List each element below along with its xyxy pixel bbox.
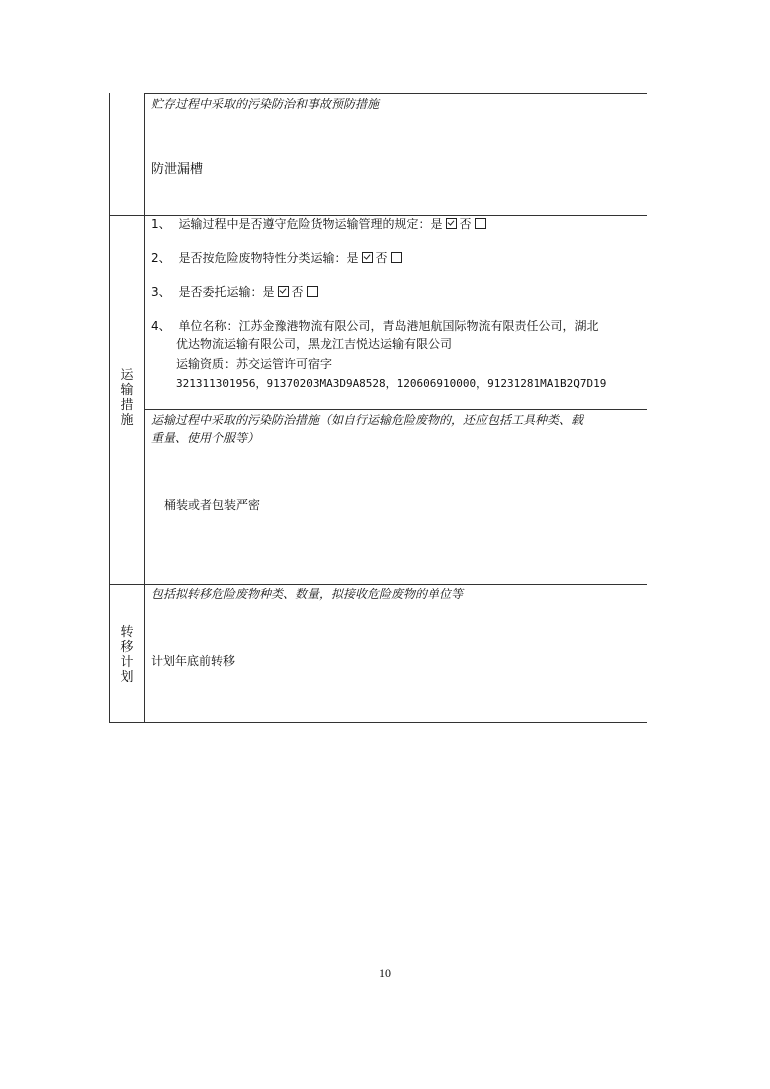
table-top-border — [144, 93, 647, 94]
yes-checkbox[interactable] — [362, 252, 373, 263]
waste-management-table — [109, 93, 647, 723]
no-label: 否 — [291, 285, 304, 299]
label-char: 措 — [120, 398, 134, 413]
transfer-heading: 包括拟转移危险废物种类、数量，拟接收危险废物的单位等 — [151, 587, 464, 601]
transport-qualification: 运输资质：苏交运管许可宿字 — [176, 357, 333, 371]
transport-row-label — [110, 353, 144, 443]
yes-label: 是 — [262, 285, 275, 299]
carrier-names-line2: 优达物流运输有限公司，黑龙江吉悦达运输有限公司 — [176, 337, 453, 351]
transport-question-3 — [151, 284, 321, 300]
yes-checkbox[interactable] — [278, 286, 289, 297]
transport-question-1 — [151, 216, 489, 232]
label-char: 计 — [120, 655, 134, 670]
transport-measure: 桶装或者包装严密 — [164, 498, 261, 512]
storage-heading: 贮存过程中采取的污染防治和事故预防措施 — [151, 97, 380, 111]
transport-question-2 — [151, 250, 405, 266]
yes-label: 是 — [346, 251, 359, 265]
no-checkbox[interactable] — [391, 252, 402, 263]
question-text: 是否按危险废物特性分类运输： — [178, 251, 347, 265]
row-divider-transport — [110, 584, 647, 585]
label-char: 移 — [120, 640, 134, 655]
storage-measure: 防泄漏槽 — [151, 162, 204, 177]
transfer-row-label — [110, 625, 144, 685]
label-char: 输 — [120, 383, 134, 398]
question-text: 是否委托运输： — [178, 285, 263, 299]
carrier-names-line1: 单位名称：江苏金豫港物流有限公司，青岛港旭航国际物流有限责任公司，湖北 — [178, 319, 599, 333]
label-column-divider — [144, 93, 145, 722]
question-text: 运输过程中是否遵守危险货物运输管理的规定： — [178, 217, 431, 231]
yes-label: 是 — [430, 217, 443, 231]
label-char: 运 — [120, 368, 134, 383]
label-char: 转 — [120, 625, 134, 640]
transfer-plan: 计划年底前转移 — [151, 654, 236, 668]
transport-measures-heading-line2: 重量、使用个服等） — [151, 431, 260, 445]
no-label: 否 — [375, 251, 388, 265]
question-number: 4、 — [151, 319, 171, 333]
label-char: 施 — [120, 413, 134, 428]
transport-measures-heading-line1: 运输过程中采取的污染防治措施（如自行运输危险废物的，还应包括工具种类、载 — [151, 413, 584, 427]
no-checkbox[interactable] — [307, 286, 318, 297]
license-numbers: 321311301956，91370203MA3D9A8528，120606910000，91231281MA1B2Q7D19 — [176, 377, 607, 390]
question-number: 3、 — [151, 285, 171, 299]
question-number: 1、 — [151, 217, 171, 231]
page-number: 10 — [379, 966, 391, 980]
no-label: 否 — [459, 217, 472, 231]
question-number: 2、 — [151, 251, 171, 265]
row-divider-transport-inner — [144, 409, 647, 410]
no-checkbox[interactable] — [475, 218, 486, 229]
transport-question-4 — [151, 318, 598, 334]
yes-checkbox[interactable] — [446, 218, 457, 229]
label-char: 划 — [120, 670, 134, 685]
